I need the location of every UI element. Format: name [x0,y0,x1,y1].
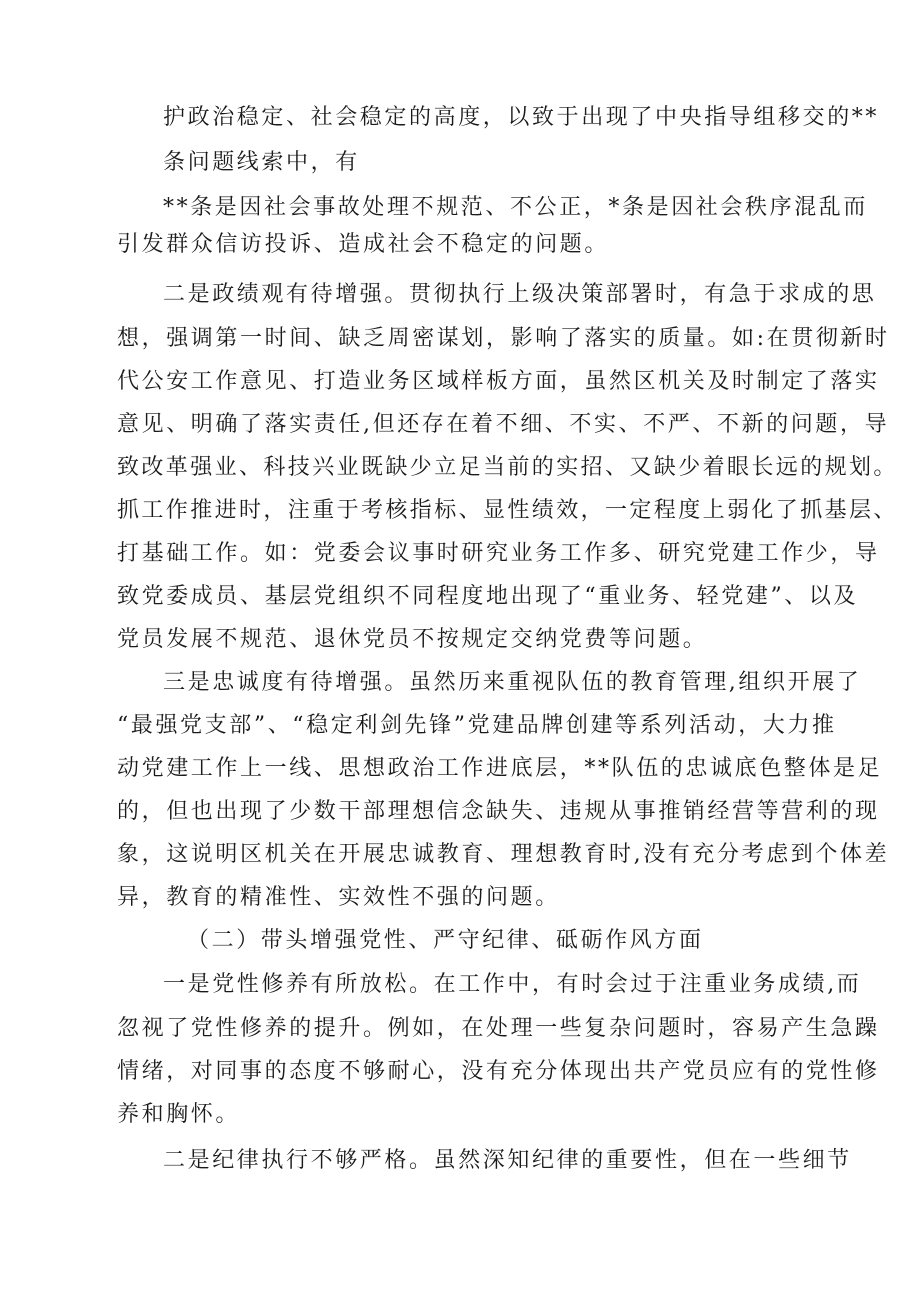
text-line: 养和胸怀。 [117,1102,241,1127]
text-line: 动党建工作上一线、思想政治工作进底层，**队伍的忠诚底色整体是足 [117,756,883,781]
paragraph-start-line: 二是纪律执行不够严格。虽然深知纪律的重要性，但在一些细节 [163,1148,852,1173]
text-line: 的，但也出现了少数干部理想信念缺失、违规从事推销经营等营利的现 [117,799,880,824]
text-line: 引发群众信访投诉、造成社会不稳定的问题。 [117,232,610,257]
paragraph-start-line: 三是忠诚度有待增强。虽然历来重视队伍的教育管理,组织开展了 [163,670,862,695]
text-line: 打基础工作。如：党委会议事时研究业务工作多、研究党建工作少，导 [117,541,880,566]
text-line: 条问题线索中，有 [163,150,360,175]
text-line: 代公安工作意见、打造业务区域样板方面，虽然区机关及时制定了落实 [117,369,880,394]
text-line: 忽视了党性修养的提升。例如，在处理一些复杂问题时，容易产生急躁 [117,1016,880,1041]
text-line: 想，强调第一时间、缺乏周密谋划，影响了落实的质量。如:在贯彻新时 [117,326,890,351]
text-line: 意见、明确了落实责任,但还存在着不细、不实、不严、不新的问题，导 [117,412,890,437]
paragraph-start-line: 一是党性修养有所放松。在工作中，有时会过于注重业务成绩,而 [163,972,862,997]
text-line: 抓工作推进时，注重于考核指标、显性绩效，一定程度上弱化了抓基层、 [117,498,898,523]
text-line: 情绪，对同事的态度不够耐心，没有充分体现出共产党员应有的党性修 [117,1059,880,1084]
text-line: 护政治稳定、社会稳定的高度，以致于出现了中央指导组移交的** [163,105,880,130]
text-line: **条是因社会事故处理不规范、不公正，*条是因社会秩序混乱而 [163,195,869,220]
text-line: “最强党支部”、“稳定利剑先锋”党建品牌创建等系列活动，大力推 [117,713,837,738]
text-line: 象，这说明区机关在开展忠诚教育、理想教育时,没有充分考虑到个体差 [117,842,890,867]
text-line: 党员发展不规范、退休党员不按规定交纳党费等问题。 [117,627,708,652]
paragraph-start-line: 二是政绩观有待增强。贯彻执行上级决策部署时，有急于求成的思 [163,282,877,307]
text-line: 异，教育的精准性、实效性不强的问题。 [117,885,560,910]
text-line: 致党委成员、基层党组织不同程度地出现了“重业务、轻党建”、以及 [117,584,859,609]
section-heading: （二）带头增强党性、严守纪律、砥砺作风方面 [187,928,704,953]
text-line: 致改革强业、科技兴业既缺少立足当前的实招、又缺少着眼长远的规划。 [117,455,898,480]
